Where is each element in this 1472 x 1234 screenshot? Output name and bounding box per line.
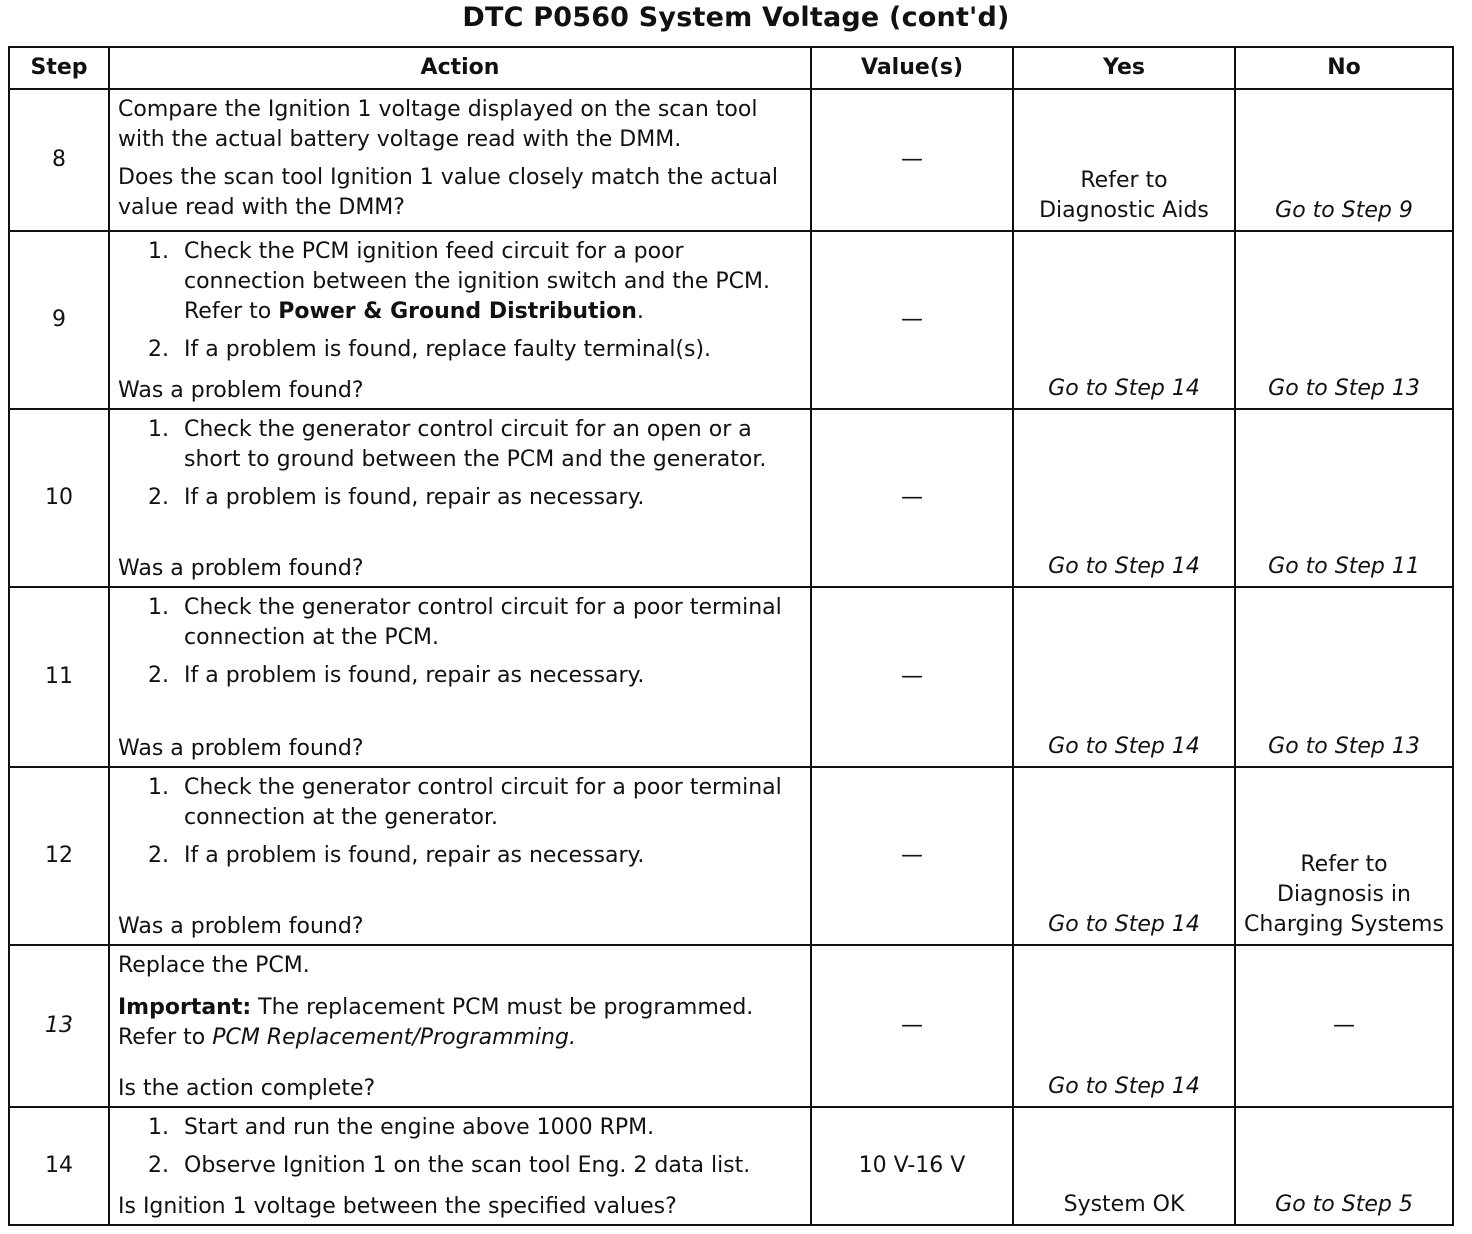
list-item: 1. Check the generator control circuit for a poor terminal connection at the generator. [148,775,782,830]
action-list [118,237,802,365]
value-cell: 10 V-16 V [811,1107,1013,1225]
list-item: 2. If a problem is found, repair as necessary. [148,843,645,868]
list-item: 1. Start and run the engine above 1000 RPM. [148,1115,655,1140]
list-item: 2. If a problem is found, replace faulty terminal(s). [148,337,712,362]
action-text: Compare the Ignition 1 voltage displayed on the scan tool with the actual battery voltage read with the DMM. [118,97,758,152]
list-item: 2. If a problem is found, repair as necessary. [148,485,645,510]
table-row [9,945,1453,1107]
important-note: Important: The replacement PCM must be programmed. Refer to PCM Replacement/Programming. [118,995,754,1050]
value-cell: — [811,945,1013,1107]
table-row [9,231,1453,409]
list-item: 2. Observe Ignition 1 on the scan tool Eng. 2 data list. [148,1153,751,1178]
no-line: Diagnosis in [1277,882,1411,907]
header-action: Action [109,47,811,89]
header-row [9,47,1453,89]
step-number: 12 [9,767,109,945]
yes-cell: Go to Step 14 [1013,231,1235,409]
yes-cell: System OK [1013,1107,1235,1225]
step-number: 13 [9,945,109,1107]
value-cell: — [811,409,1013,587]
table-row [9,587,1453,767]
yes-cell: Go to Step 14 [1013,945,1235,1107]
no-cell: Go to Step 11 [1235,409,1453,587]
action-cell [109,767,811,945]
no-cell: Go to Step 13 [1235,231,1453,409]
action-cell [109,231,811,409]
header-yes: Yes [1013,47,1235,89]
action-cell [109,409,811,587]
action-question: Is the action complete? [118,1076,376,1101]
value-cell: — [811,231,1013,409]
step-number: 10 [9,409,109,587]
no-cell [1235,767,1453,945]
yes-line: Diagnostic Aids [1039,198,1209,223]
table-row [9,767,1453,945]
action-question: Was a problem found? [118,914,364,939]
value-cell: — [811,767,1013,945]
action-cell [109,89,811,231]
yes-cell: Go to Step 14 [1013,767,1235,945]
action-text: Replace the PCM. [118,953,310,978]
action-question: Is Ignition 1 voltage between the specified values? [118,1194,677,1219]
page-title: DTC P0560 System Voltage (cont'd) [462,2,1010,33]
no-line: Charging Systems [1244,912,1444,937]
step-number: 8 [9,89,109,231]
action-list [118,773,802,871]
no-cell: Go to Step 5 [1235,1107,1453,1225]
list-item: 1. Check the generator control circuit for an open or a short to ground between the PCM and the generator. [148,417,767,472]
diagnostic-table [8,46,1454,1226]
list-item: 1. Check the generator control circuit for a poor terminal connection at the PCM. [148,595,782,650]
action-cell [109,587,811,767]
action-question: Was a problem found? [118,378,364,403]
table-row [9,89,1453,231]
action-list [118,1113,802,1181]
action-question: Does the scan tool Ignition 1 value closely match the actual value read with the DMM? [118,165,779,220]
header-values: Value(s) [811,47,1013,89]
table-row [9,1107,1453,1225]
step-number: 9 [9,231,109,409]
no-cell: Go to Step 9 [1235,89,1453,231]
action-list [118,415,802,513]
step-number: 14 [9,1107,109,1225]
action-list [118,593,802,691]
yes-cell: Go to Step 14 [1013,409,1235,587]
list-item: 1. Check the PCM ignition feed circuit for a poor connection between the ignition switch and the PCM. Refer to Power & Ground Distribution. [148,239,771,324]
no-cell: Go to Step 13 [1235,587,1453,767]
no-cell: — [1235,945,1453,1107]
value-cell: — [811,89,1013,231]
yes-line: Refer to [1080,168,1168,193]
yes-cell: Go to Step 14 [1013,587,1235,767]
table-row [9,409,1453,587]
action-question: Was a problem found? [118,556,364,581]
step-number: 11 [9,587,109,767]
action-question: Was a problem found? [118,736,364,761]
header-no: No [1235,47,1453,89]
action-cell [109,1107,811,1225]
no-line: Refer to [1300,852,1388,877]
value-cell: — [811,587,1013,767]
yes-cell [1013,89,1235,231]
header-step: Step [9,47,109,89]
list-item: 2. If a problem is found, repair as necessary. [148,663,645,688]
action-cell [109,945,811,1107]
